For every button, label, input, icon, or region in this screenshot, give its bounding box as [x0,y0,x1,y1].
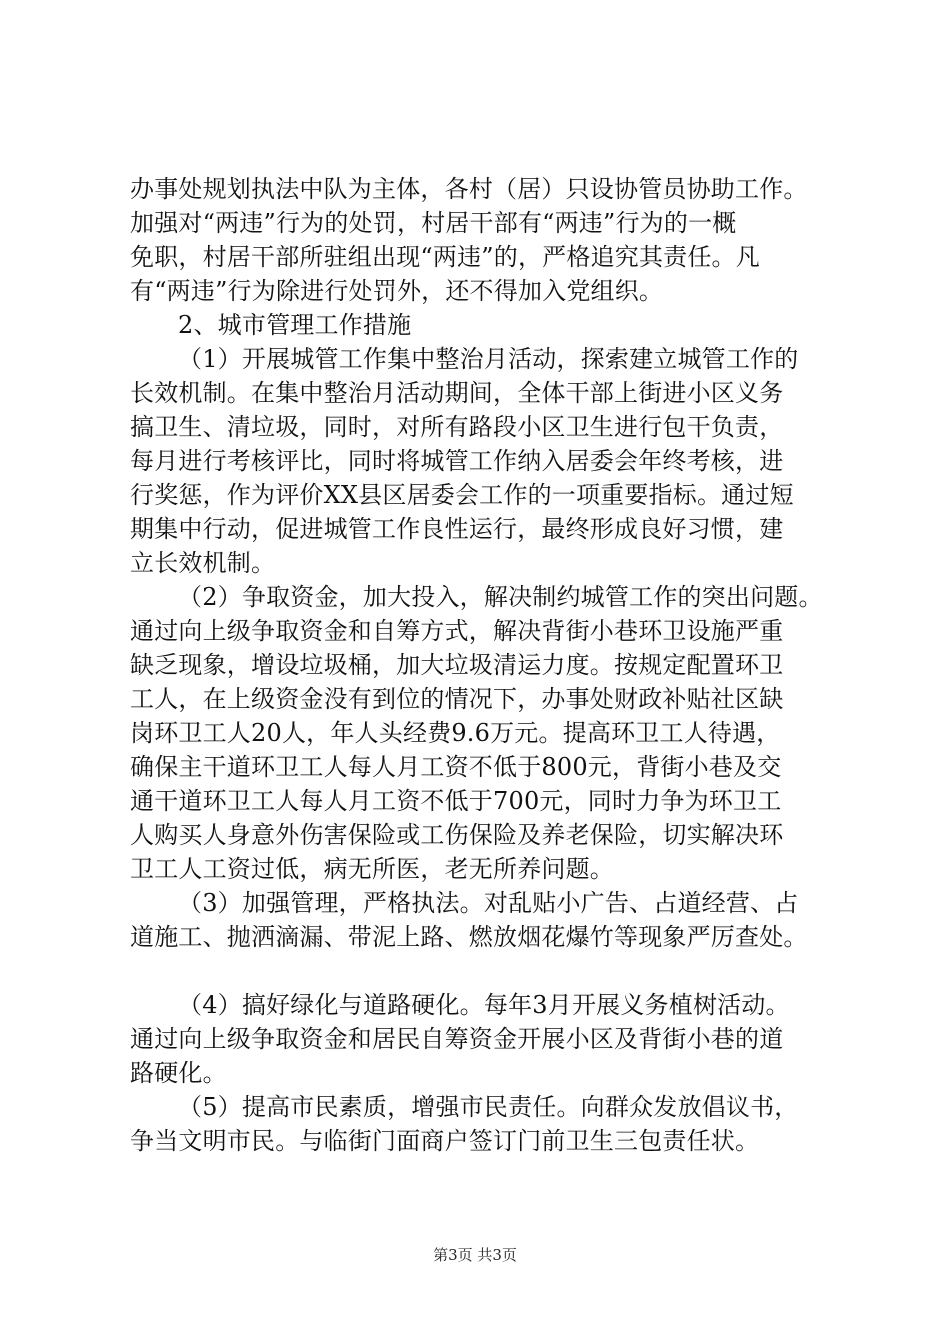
body-text-line: 人购买人身意外伤害保险或工伤保险及养老保险，切实解决环 [130,821,784,849]
body-text-line: 行奖惩，作为评价XX县区居委会工作的一项重要指标。通过短 [130,481,794,509]
body-text-line: 通过向上级争取资金和居民自筹资金开展小区及背街小巷的道 [130,1025,784,1053]
body-text-line: （5）提高市民素质，增强市民责任。向群众发放倡议书， [178,1093,799,1121]
body-text-line: 卫工人工资过低，病无所医，老无所养问题。 [130,855,614,883]
body-text-line: 岗环卫工人20人，年人头经费9.6万元。提高环卫工人待遇， [130,719,781,747]
page-footer: 第3页 共3页 [433,1246,517,1264]
body-text-line: 通干道环卫工人每人月工资不低于700元，同时力争为环卫工 [130,787,782,815]
body-text-line: 确保主干道环卫工人每人月工资不低于800元，背街小巷及交 [130,753,782,781]
body-text-line: 工人，在上级资金没有到位的情况下，办事处财政补贴社区缺 [130,685,784,713]
body-text-line: 通过向上级争取资金和自筹方式，解决背街小巷环卫设施严重 [130,617,784,645]
body-text-line: 缺乏现象，增设垃圾桶，加大垃圾清运力度。按规定配置环卫 [130,651,784,679]
body-text-line: 长效机制。在集中整治月活动期间，全体干部上街进小区义务 [130,379,784,407]
body-text-line: 加强对“两违”行为的处罚，村居干部有“两违”行为的一概 [130,209,737,237]
body-text-line: （2）争取资金，加大投入，解决制约城管工作的突出问题。 [178,583,823,611]
body-text-line: （1）开展城管工作集中整治月活动，探索建立城管工作的 [178,345,799,373]
body-text-line: （3）加强管理，严格执法。对乱贴小广告、占道经营、占 [178,889,799,917]
body-text-line: 免职，村居干部所驻组出现“两违”的，严格追究其责任。凡 [130,243,760,271]
body-text-line: 搞卫生、清垃圾，同时，对所有路段小区卫生进行包干负责， [130,413,784,441]
body-text-line: 立长效机制。 [130,549,276,577]
body-text-line: （4）搞好绿化与道路硬化。每年3月开展义务植树活动。 [178,991,790,1019]
body-text-line: 每月进行考核评比，同时将城管工作纳入居委会年终考核，进 [130,447,784,475]
body-text-line: 有“两违”行为除进行处罚外，还不得加入党组织。 [130,277,664,305]
body-text-line: 道施工、抛洒滴漏、带泥上路、燃放烟花爆竹等现象严厉查处。 [130,923,808,951]
body-text-line: 期集中行动，促进城管工作良性运行，最终形成良好习惯，建 [130,515,784,543]
body-text-line: 争当文明市民。与临街门面商户签订门前卫生三包责任状。 [130,1127,760,1155]
body-text-line: 路硬化。 [130,1059,227,1087]
section-heading: 2、城市管理工作措施 [178,311,412,339]
body-text-line: 办事处规划执法中队为主体，各村（居）只设协管员协助工作。 [130,175,808,203]
